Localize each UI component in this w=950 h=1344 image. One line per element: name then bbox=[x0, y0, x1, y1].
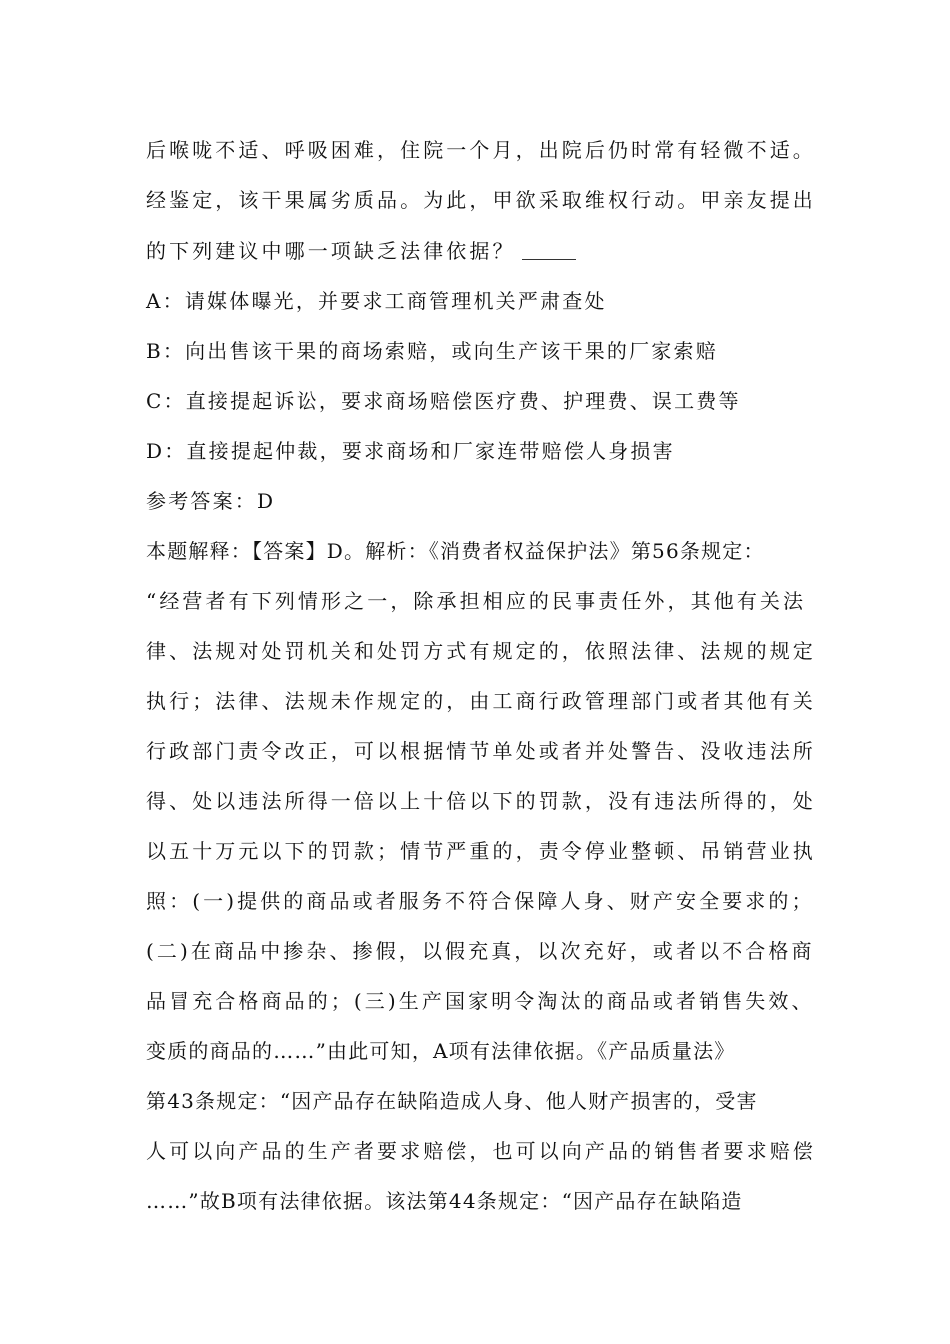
explanation-line: 以五十万元以下的罚款；情节严重的，责令停业整顿、吊销营业执 bbox=[146, 839, 816, 863]
explanation-line: 变质的商品的……”由此可知，A项有法律依据。《产品质量法》 bbox=[146, 1039, 736, 1063]
explanation-line: 第43条规定：“因产品存在缺陷造成人身、他人财产损害的，受害 bbox=[146, 1089, 758, 1113]
question-stem-text: 的下列建议中哪一项缺乏法律依据？ bbox=[146, 239, 516, 263]
question-stem-line-with-blank bbox=[146, 231, 810, 271]
explanation-line: 照：(一)提供的商品或者服务不符合保障人身、财产安全要求的； bbox=[146, 889, 815, 913]
explanation-line: (二)在商品中掺杂、掺假，以假充真，以次充好，或者以不合格商 bbox=[146, 939, 815, 963]
explanation-line: 本题解释：【答案】D。解析：《消费者权益保护法》第56条规定： bbox=[146, 539, 765, 563]
explanation-line: 行政部门责令改正，可以根据情节单处或者并处警告、没收违法所 bbox=[146, 739, 816, 763]
option-b: B：向出售该干果的商场索赔，或向生产该干果的厂家索赔 bbox=[146, 339, 718, 363]
explanation-line: 人可以向产品的生产者要求赔偿，也可以向产品的销售者要求赔偿 bbox=[146, 1139, 816, 1163]
reference-answer: 参考答案：D bbox=[146, 489, 276, 513]
explanation-line: 律、法规对处罚机关和处罚方式有规定的，依照法律、法规的规定 bbox=[146, 639, 816, 663]
explanation-line: 执行；法律、法规未作规定的，由工商行政管理部门或者其他有关 bbox=[146, 689, 816, 713]
option-c: C：直接提起诉讼，要求商场赔偿医疗费、护理费、误工费等 bbox=[146, 389, 741, 413]
explanation-line: 品冒充合格商品的；(三)生产国家明令淘汰的商品或者销售失效、 bbox=[146, 989, 815, 1013]
answer-blank bbox=[522, 258, 576, 260]
explanation-line: “经营者有下列情形之一，除承担相应的民事责任外，其他有关法 bbox=[146, 589, 807, 613]
option-a: A：请媒体曝光，并要求工商管理机关严肃查处 bbox=[146, 289, 607, 313]
option-d: D：直接提起仲裁，要求商场和厂家连带赔偿人身损害 bbox=[146, 439, 675, 463]
question-stem-line: 后喉咙不适、呼吸困难，住院一个月，出院后仍时常有轻微不适。 bbox=[146, 138, 816, 162]
question-stem-line: 经鉴定，该干果属劣质品。为此，甲欲采取维权行动。甲亲友提出 bbox=[146, 188, 816, 212]
explanation-line: 得、处以违法所得一倍以上十倍以下的罚款，没有违法所得的，处 bbox=[146, 789, 816, 813]
explanation-line: ……”故B项有法律依据。该法第44条规定：“因产品存在缺陷造 bbox=[146, 1189, 743, 1213]
